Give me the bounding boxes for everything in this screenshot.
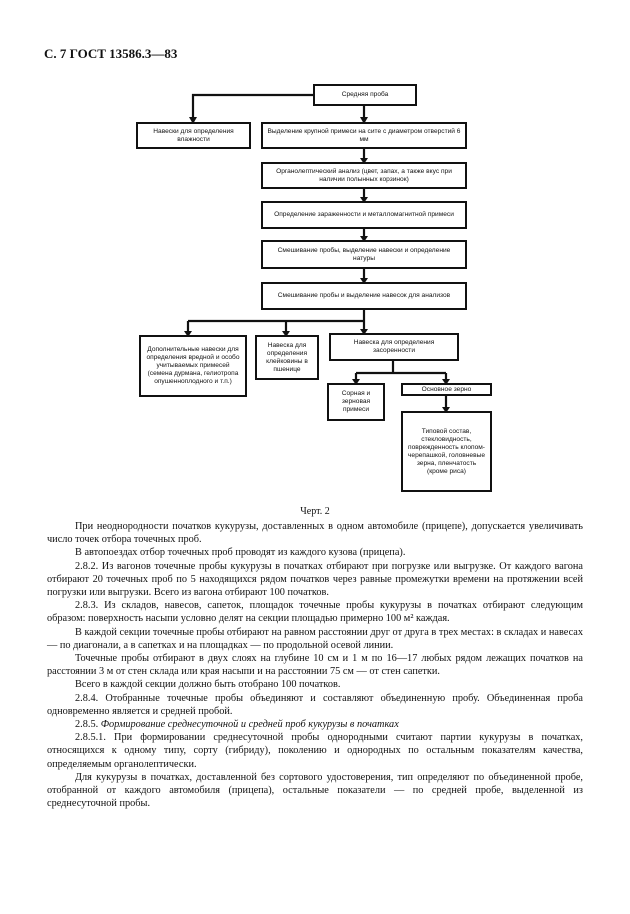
additional-weights-label: Дополнительные навески для определения вредной и особо учитываемых примесей (семена дурмана, гелиотропа опушенноплодного и т.п.) [146, 346, 240, 385]
contamination-label: Навеска для определения засоренности [353, 339, 435, 354]
organoleptic-box [261, 162, 467, 189]
paragraph: Для кукурузы в початках, доставленной без сортового удостоверения, тип определяют по объединенной пробе, отобранной от каждого автомобиля (прицепа), остальные показатели — по средней пробе, выделенной из среднесуточной пробы. [47, 771, 583, 810]
paragraph: При неоднородности початков кукурузы, доставленных в одном автомобиле (прицепе), допускается увеличивать число точек отбора точечных проб. [47, 521, 583, 546]
avg-sample-box [313, 84, 417, 106]
mixing-analysis-box [261, 282, 467, 310]
large-impurity-box [261, 122, 467, 149]
weed-grain-box [327, 383, 385, 421]
gluten-box [255, 335, 319, 380]
infestation-label: Определение зараженности и металломагнитной примеси [274, 211, 454, 218]
mixing-nature-label: Смешивание пробы, выделение навески и определение натуры [277, 246, 451, 262]
paragraph: 2.8.3. Из складов, навесов, сапеток, площадок точечные пробы кукурузы в початках отбирают следующим образом: поверхность насыпи условно делят на секции площадью примерно 100 м² каждая. [47, 600, 583, 625]
moisture-box [136, 122, 251, 149]
body-text [47, 520, 583, 810]
paragraph: 2.8.4. Отобранные точечные пробы объединяют и составляют объединенную пробу. Объединенная проба одновременно является и средней пробой. [47, 692, 583, 717]
moisture-label: Навески для определения влажности [153, 127, 234, 143]
paragraph: Точечные пробы отбирают в двух слоях на глубине 10 см и 1 м по 16—17 любых рядом лежащих початков на расстоянии 3 м от стен склада или края насыпи и на расстоянии 75 см — от стен сапетки. [47, 653, 583, 678]
types-box [401, 411, 492, 492]
section-number: 2.8.5. [75, 719, 99, 731]
avg-sample-label: Средняя проба [341, 91, 389, 98]
types-label: Типовой состав, стекловидность, поврежденность клопом-черепашкой, головневые зерна, пленчатость (кроме риса) [407, 427, 486, 475]
mixing-analysis-label: Смешивание пробы и выделение навесок для анализов [277, 292, 451, 299]
infestation-box [261, 201, 467, 229]
paragraph: Всего в каждой секции должно быть отобрано 100 початков. [75, 679, 341, 691]
main-grain-label: Основное зерно [421, 385, 472, 393]
large-impurity-label: Выделение крупной примеси на сите с диаметром отверстий 6 мм [267, 127, 461, 143]
gluten-label: Навеска для определения клейковины в пшенице [266, 341, 308, 373]
additional-weights-box [139, 335, 247, 397]
paragraph: В автопоездах отбор точечных проб проводят из каждого кузова (прицепа). [75, 547, 406, 559]
weed-grain-label: Сорная и зерновая примеси [341, 390, 371, 413]
figure-caption: Черт. 2 [300, 506, 330, 517]
paragraph: 2.8.2. Из вагонов точечные пробы кукурузы в початках отбирают при погрузке или выгрузке. От каждого вагона отбирают 20 точечных проб по 5 находящихся рядом початков через равные промежутки времени на протяжении всей погрузки или выгрузки. Всего из вагона отбирают 100 початков. [47, 560, 583, 599]
contamination-box [329, 333, 459, 361]
section-heading [47, 718, 583, 731]
mixing-nature-box [261, 240, 467, 269]
section-title: Формирование среднесуточной и средней проб кукурузы в початках [100, 719, 399, 731]
paragraph: В каждой секции точечные пробы отбирают на равном расстоянии друг от друга в трех местах: в складах и навесах — по диагонали, а в сапетках и на площадках — по продольной осевой линии. [47, 626, 583, 651]
main-grain-box [401, 383, 492, 396]
page-header: С. 7 ГОСТ 13586.3—83 [44, 46, 178, 61]
paragraph: 2.8.5.1. При формировании среднесуточной пробы однородными считают партии кукурузы в початках, относящихся к одному типу, сорту (гибриду), поколению и однородных по остальным показателям качества, определяемым органолептически. [47, 732, 583, 770]
organoleptic-label: Органолептический анализ (цвет, запах, а также вкус при наличии полынных корзинок) [276, 167, 452, 183]
